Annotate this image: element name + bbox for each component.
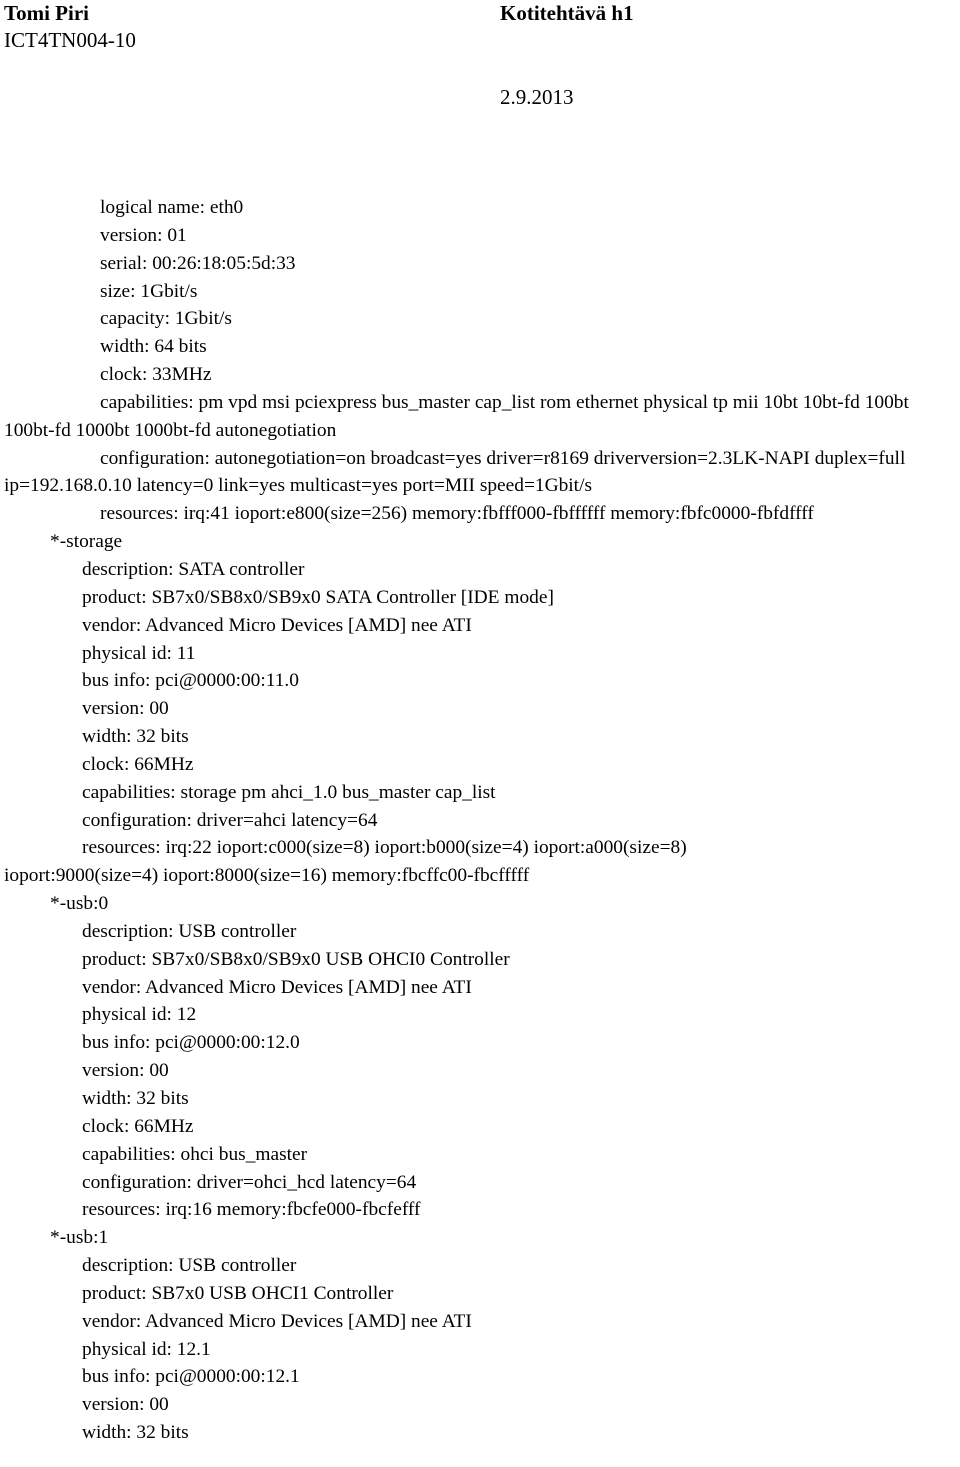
storage-product: product: SB7x0/SB8x0/SB9x0 SATA Controller [IDE mode] [82,586,554,608]
storage-version: version: 00 [82,698,169,720]
net-clock: clock: 33MHz [100,364,212,386]
storage-physical-id: physical id: 11 [82,642,196,664]
storage-configuration: configuration: driver=ahci latency=64 [82,809,378,831]
storage-capabilities: capabilities: storage pm ahci_1.0 bus_master cap_list [82,781,496,803]
storage-resources-line1: resources: irq:22 ioport:c000(size=8) ioport:b000(size=4) ioport:a000(size=8) [82,837,687,859]
usb1-bus-info: bus info: pci@0000:00:12.1 [82,1366,300,1388]
net-version: version: 01 [100,224,187,246]
usb0-physical-id: physical id: 12 [82,1004,197,1026]
usb0-capabilities: capabilities: ohci bus_master [82,1143,308,1165]
usb0-heading: *-usb:0 [50,893,109,915]
course-code: ICT4TN004-10 [4,28,136,52]
storage-description: description: SATA controller [82,558,305,580]
net-resources: resources: irq:41 ioport:e800(size=256) memory:fbfff000-fbffffff memory:fbfc0000-fbfdffff [100,503,814,525]
usb0-vendor: vendor: Advanced Micro Devices [AMD] nee ATI [82,976,472,998]
net-capacity: capacity: 1Gbit/s [100,308,232,330]
storage-heading: *-storage [50,531,123,553]
usb0-width: width: 32 bits [82,1088,189,1109]
assignment-title: Kotitehtävä h1 [500,1,634,25]
usb0-clock: clock: 66MHz [82,1115,194,1137]
storage-bus-info: bus info: pci@0000:00:11.0 [82,670,299,692]
net-capabilities: capabilities: pm vpd msi pciexpress bus_master cap_list rom ethernet physical tp mii 10bt 10bt-fd 100bt 100bt-fd 1000bt 1000bt-fd autonegotiation [4,391,914,441]
usb0-bus-info: bus info: pci@0000:00:12.0 [82,1032,300,1054]
usb0-configuration: configuration: driver=ohci_hcd latency=64 [82,1171,417,1193]
storage-width: width: 32 bits [82,726,189,748]
storage-clock: clock: 66MHz [82,753,194,775]
net-width: width: 64 bits [100,336,207,358]
usb1-heading: *-usb:1 [50,1227,109,1249]
usb0-product: product: SB7x0/SB8x0/SB9x0 USB OHCI0 Controller [82,948,510,970]
usb1-description: description: USB controller [82,1255,297,1277]
hardware-listing [4,194,958,1447]
usb1-product: product: SB7x0 USB OHCI1 Controller [82,1282,394,1304]
usb0-version: version: 00 [82,1060,169,1082]
storage-resources-line2: ioport:9000(size=4) ioport:8000(size=16) memory:fbcffc00-fbcfffff [4,865,530,887]
usb1-vendor: vendor: Advanced Micro Devices [AMD] nee ATI [82,1310,472,1332]
net-configuration: configuration: autonegotiation=on broadcast=yes driver=r8169 driverversion=2.3LK-NAPI duplex=full ip=192.168.0.10 latency=0 link=yes multicast=yes port=MII speed=1Gbit/s [4,447,911,497]
usb1-version: version: 00 [82,1394,169,1416]
net-size: size: 1Gbit/s [100,280,198,302]
usb0-resources: resources: irq:16 memory:fbcfe000-fbcfefff [82,1199,421,1221]
storage-vendor: vendor: Advanced Micro Devices [AMD] nee ATI [82,614,472,636]
document-date: 2.9.2013 [500,85,574,109]
usb1-width: width: 32 bits [82,1422,189,1444]
net-serial: serial: 00:26:18:05:5d:33 [100,252,296,274]
author-name: Tomi Piri [4,1,89,25]
usb1-physical-id: physical id: 12.1 [82,1338,211,1360]
net-logical-name: logical name: eth0 [100,197,244,218]
usb0-description: description: USB controller [82,920,297,942]
